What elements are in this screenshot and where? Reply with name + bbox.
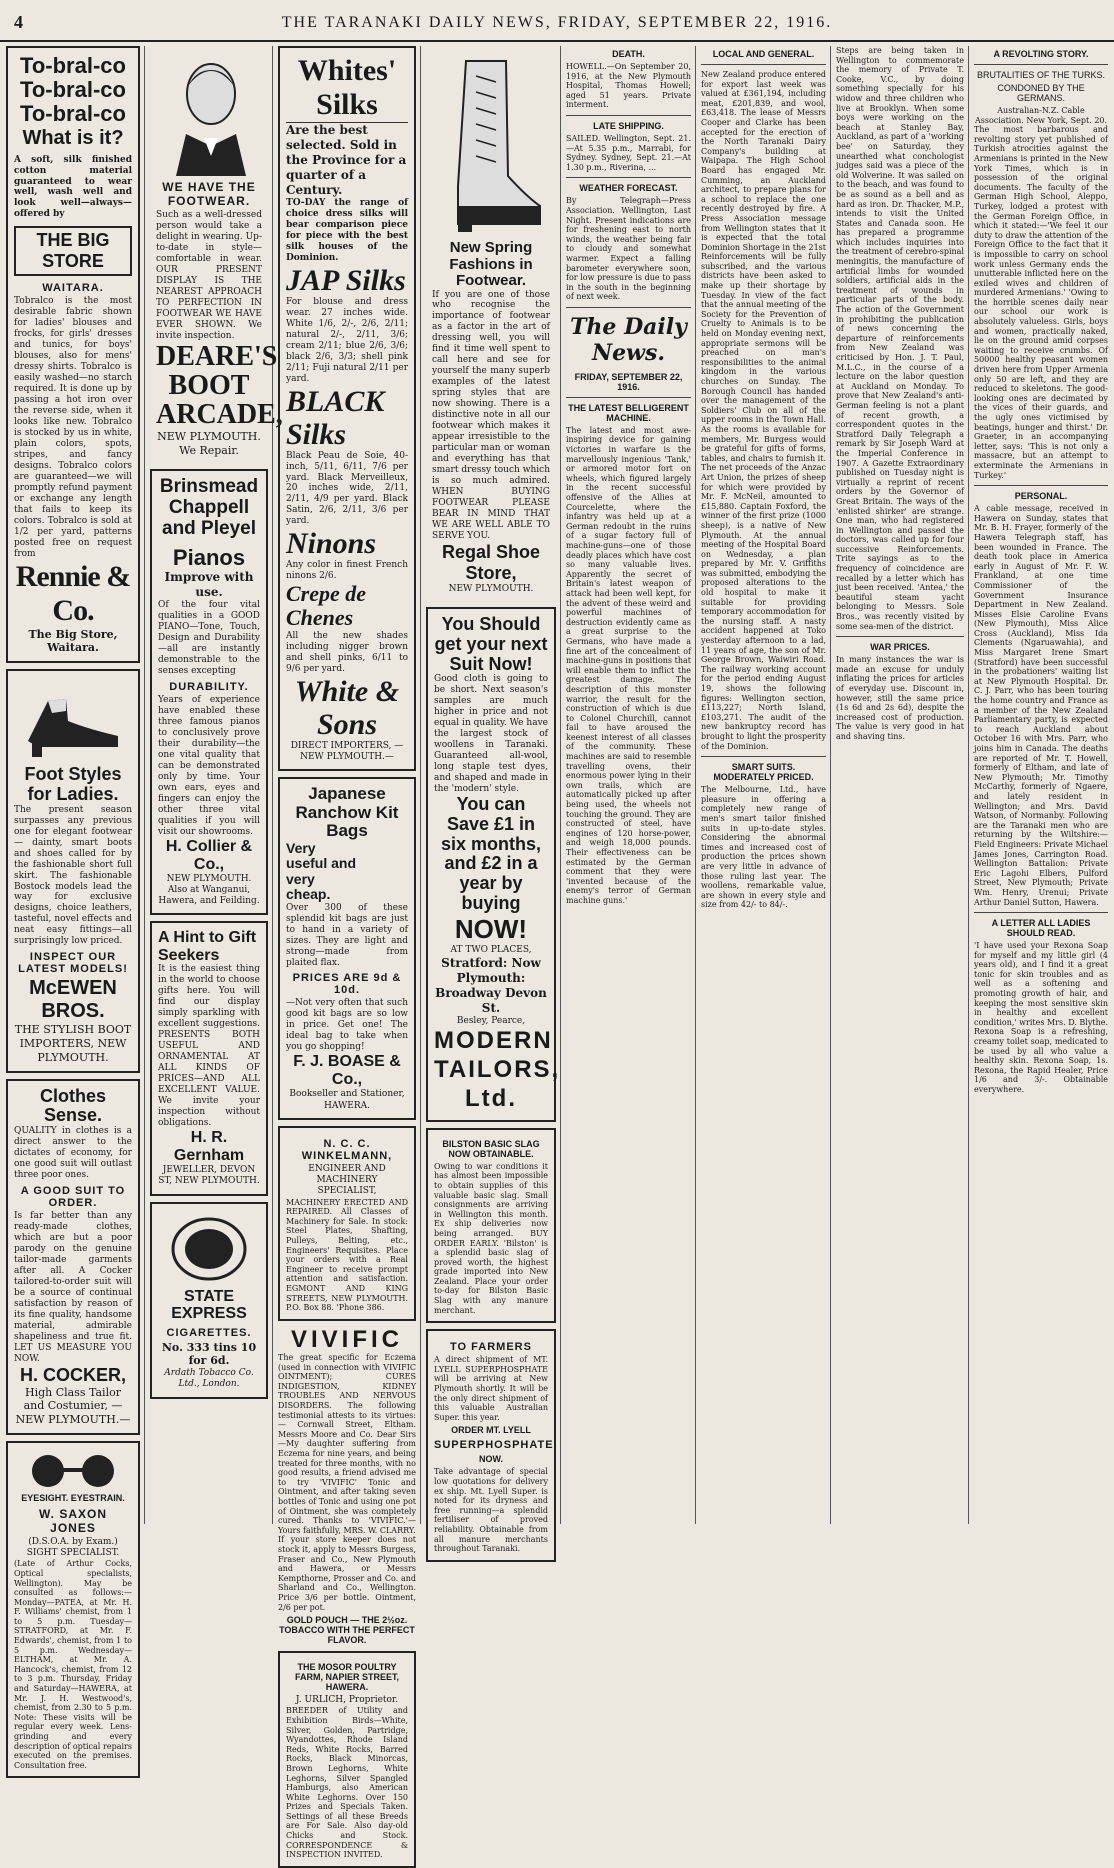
smart-suits-body: The Melbourne, Ltd., have pleasure in offering a completely new range of men's smart tailor finished suits in up-to-date styles. Considering the abnormal times and increased cost of production the prices shown are very little in advance of those ruling last year. The woollens, remarkable value, are shown in every style and size from 42/- to 84/-. bbox=[701, 785, 826, 910]
column-4 bbox=[426, 46, 561, 1554]
crepe-head: Crepe de Chenes bbox=[286, 581, 367, 631]
deare-sub: NEW PLYMOUTH. We Repair. bbox=[157, 429, 261, 457]
saxon-body: (Late of Arthur Cocks, Optical specialists, Wellington). May be consulted as follows:— Monday—PATEA, at Mr. H. F. Williams' chemist, from 1 to 5 p.m. Tuesday—STRATFORD, at Mr. F. Edwards', chemist, from 1 to 5 p.m. Wednesday—ELTHAM, at Mr. A. Hancock's, chemist, from 12 to 3 p.m. Thursday, Friday and Saturday—HAWERA, at Mr. J. H. Westwood's, chemist, from 2.30 to 5 p.m. Note: These visits will be regular every week. Lens-grinding and every description of optical repairs executed on the premises. Consultation free. bbox=[14, 1559, 132, 1770]
white-sons-sub: DIRECT IMPORTERS, —NEW PLYMOUTH.— bbox=[290, 740, 404, 762]
mcewen-sub: THE STYLISH BOOT IMPORTERS, NEW PLYMOUTH. bbox=[14, 1023, 132, 1064]
mcewen-advert bbox=[6, 669, 140, 1072]
winkelmann-advert bbox=[278, 1126, 416, 1321]
weather-body: By Telegraph—Press Association. Wellington, Last Night. Present indications are for freshening east to north winds, the weather being fair to cloudy and somewhat warmer. Expect a falling barometer everywhere soon, for low pressure is due to pass in the south in the beginning of next week. bbox=[566, 196, 691, 302]
bilston-advert bbox=[426, 1128, 556, 1324]
column-rule bbox=[560, 46, 561, 1524]
saxon-sub: (D.S.O.A. by Exam.) SIGHT SPECIALIST. bbox=[26, 1536, 120, 1559]
local-general-body: New Zealand produce entered for export last week was valued at £361,194, including meat, £201,839, and wool, £63,418. The lease of Messrs Cooper and Clarke has been accepted for the erection of the North Taranaki Dairy Company's building at Waipapa. The High School Board has engaged Mr. Cumming, an Auckland architect, to prepare plans for a school to replace the one recently destroyed by fire. A Press Association message from Wellington states that it is expected that the total Dominion Shortage in the 21st Reinforcements will be fully subscribed, and the various districts have been asked to make up their shortage by Tuesday. In view of the fact that the annual meeting of the Society for the Prevention of Cruelty to Animals is to be held on Monday evening next, appropriate sermons will be preached on man's responsibilities to the animal kingdom in the various churches on Sunday. The Borough Council has handed over the management of the Soldiers' Club on all of the upper rooms in the Town Hall. As the rooms is available for members, Mr. Burgess would be grateful for gifts of forms, tables, and chairs to furnish it. The net proceeds of the Anzac Art Union, the prizes of sheep for which were provided by Mr. F. McNeil, amounted to £15,880. Captain Foxford, the winner of the first prize (1000 sheep), is a native of New Plymouth. At the annual meeting of the Hospital Board on Wednesday, a plan prepared by Mr. V. Griffiths was submitted, embodying the proposed alterations to the old hospital to make it suitable for providing temporary accommodation for the nursing staff. A nasty accident happened at Toko yesterday afternoon to a lad, 11 years of age, the son of Mr. George Brown, Waiwiri Road. The railway working account for the period ending August 19, shows the following figures: Wellington section, £113,227; North Island, £103,271. The audit of the new bankruptcy record has brought to light the prosperity of the Dominion. bbox=[701, 70, 826, 751]
local-general-continued: Steps are being taken in Wellington to commemorate the memory of Private T. Cooke, V.C., by doing something specially for his widow and three children who live at Brooklyn. When some boys were working on the beach at Stanley Bay, Auckland, as part of a 'working bee' on Saturday, they unearthed what conchologist judges said was a piece of the old Wolverine. It was sailed on to the beach, and was found to be as sound as a bell and as hard as iron. Dr. Thacker, M.P., intends to visit the United States and Canada soon. He has prepared a programme which includes inquiries into the treatment of cerebro-spinal meningitis, the manufacture of artificial limbs for wounded soldiers, artificial aids in the treatment of wounds in particular parts of the body. The action of the Government in prohibiting the publication of news concerning the departure of reinforcements from New Zealand was criticised by Hon. J. T. Paul, M.L.C., in the course of a lecture on the labor question at Auckland on Monday. To prove that New Zealand's anti-German feeling is not a plant of recent growth, a correspondent quotes in the Stratford Daily Telegraph a remark by Sir Joseph Ward at the Imperial Conference in 1907. A Gazette Extraordinary published on Tuesday night is virtually a reprint of recent orders by the Governor of Great Britain. The ways of the 'enlisted shirker' are strange. One man, who had registered in Wellington and passed the doctors, was called up for four successive Reinforcements. Trite sayings as to the frequency of coincidence are recalled by a letter which has just been received. 'Antea,' the beautiful steam yacht belonging to Messrs. Sole Bros., was recently visited by some sea-men of the district. bbox=[836, 46, 964, 631]
tobralco-question: What is it? bbox=[22, 126, 124, 149]
tobralco-line: To-bral-co bbox=[20, 101, 126, 127]
eyesight-label: EYESIGHT. EYESTRAIN. bbox=[21, 1492, 125, 1503]
regal-sub: NEW PLYMOUTH. bbox=[448, 583, 534, 594]
tobralco-line: To-bral-co bbox=[20, 77, 126, 103]
masthead bbox=[0, 0, 1114, 42]
letter-head: A LETTER ALL LADIES SHOULD READ. bbox=[991, 918, 1091, 939]
cigarettes-label: CIGARETTES. bbox=[166, 1326, 252, 1339]
farmers-body: A direct shipment of MT. LYELL SUPERPHOSPHATE will be arriving at New Plymouth shortly. It will be the only direct shipment of this valuable Australian Super. this year. bbox=[434, 1355, 548, 1422]
hint-body: It is the easiest thing in the world to choose gifts here. You will find our display simply sparkling with excellent suggestions. PRESENTS BOTH USEFUL AND ORNAMENTAL AT ALL KINDS OF PRICES—AND ALL EXCELLENT VALUE. We invite your inspection without obligations. bbox=[158, 964, 260, 1129]
saxon-name: W. SAXON JONES bbox=[38, 1506, 107, 1535]
column-6 bbox=[701, 46, 826, 1524]
piano-body: Of the four vital qualities in a GOOD PIANO—Tone, Touch, Design and Durability—all are instantly demonstrable to the senses excepting bbox=[158, 600, 260, 676]
deare-advert bbox=[150, 46, 283, 463]
vivific-body-2: If your store keeper does not stock it, apply to Messrs Burgess, Fraser and Co., New Plymouth and Hawera, or Messrs Kempthorne, Prosser and Co. and Sharland and Co., Wellington. Price 3/6 per bottle. Ointment, 2/6 per pot. bbox=[278, 1535, 416, 1612]
rennie-sub: The Big Store, Waitara. bbox=[28, 627, 118, 655]
collier-sub: NEW PLYMOUTH. Also at Wanganui, Hawera, and Feilding. bbox=[158, 873, 260, 907]
column-7 bbox=[836, 46, 964, 1524]
revolting-story-sub2: CONDONED BY THE GERMANS. bbox=[997, 83, 1085, 103]
pianos-head: Pianos bbox=[172, 544, 246, 570]
stratford-label: Stratford: Now Plymouth: Broadway Devon St. bbox=[435, 956, 547, 1016]
column-rule bbox=[830, 46, 831, 1524]
ardath-label: Ardath Tobacco Co. Ltd., London. bbox=[164, 1368, 254, 1390]
editorial-date: FRIDAY, SEPTEMBER 22, 1916. bbox=[574, 371, 683, 392]
war-prices-head: WAR PRICES. bbox=[870, 642, 930, 653]
hint-head: A Hint to Gift Seekers bbox=[158, 929, 257, 964]
clothes-sense-head: Clothes Sense. bbox=[39, 1085, 106, 1126]
waitara-label: WAITARA. bbox=[42, 282, 104, 295]
farmers-head: TO FARMERS bbox=[450, 1341, 532, 1354]
mosor-sub: J. URLICH, Proprietor. bbox=[295, 1695, 399, 1706]
good-suit-label: A GOOD SUIT TO ORDER. bbox=[20, 1185, 126, 1209]
page-number: 4 bbox=[14, 12, 23, 32]
whites-silks-head: Whites' Silks bbox=[286, 54, 408, 123]
weather-head: WEATHER FORECAST. bbox=[579, 183, 678, 194]
cocker-sub: High Class Tailor and Costumier, —NEW PLYMOUTH.— bbox=[15, 1385, 131, 1427]
two-places: AT TWO PLACES, bbox=[450, 944, 532, 955]
footwear-body: Such as a well-dressed person would take a delight in wearing. Up-to-date in style—comfortable in wear. OUR PRESENT DISPLAY IS THE NEAREST APPROACH TO PERFECTION IN FOOTWEAR WE HAVE EVER SHOWN. We invite inspection. bbox=[156, 210, 262, 341]
now2-label: NOW. bbox=[479, 1454, 503, 1465]
mosor-head: THE MOSOR POULTRY FARM, NAPIER STREET, HAWERA. bbox=[294, 1662, 399, 1693]
column-1 bbox=[6, 46, 140, 1770]
lace-boot-icon bbox=[436, 56, 546, 236]
man-portrait-icon bbox=[156, 56, 266, 176]
revolting-story-sub: BRUTALITIES OF THE TURKS. bbox=[976, 70, 1106, 80]
footwear-head: WE HAVE THE FOOTWEAR. bbox=[162, 180, 256, 208]
save-line: You can Save £1 in six months, and £2 in a year by buying bbox=[440, 794, 542, 914]
crepe-body: All the new shades including nigger brown and shell pinks, 6/11 to 9/6 per yard. bbox=[286, 630, 408, 674]
now-label: NOW! bbox=[454, 913, 528, 944]
tailor-names: Besley, Pearce, bbox=[456, 1016, 526, 1027]
death-body: HOWELL.—On September 20, 1916, at the New Plymouth Hospital, Thomas Howell; aged 51 years. Private interment. bbox=[566, 62, 691, 110]
column-rule bbox=[968, 46, 969, 1524]
gernham-advert bbox=[150, 921, 268, 1195]
ninons-head: Ninons bbox=[286, 527, 377, 561]
revolting-story-head: A REVOLTING STORY. bbox=[993, 49, 1089, 59]
brinsmead-head: Brinsmead Chappell and Pleyel bbox=[159, 476, 259, 540]
mcewen-logo: McEWEN BROS. bbox=[29, 977, 117, 1023]
gernham-sub: JEWELLER, DEVON ST, NEW PLYMOUTH. bbox=[158, 1165, 260, 1187]
editorial-body: The latest and most awe-inspiring device for gaining victories in warfare is the marvellously ingenious 'Tank,' or armored motor fort on wheels, which figured largely in the recent successful offensive of the Allies at Courcelette, where the infantry was held up at a German redoubt in the ruins of a sugar factory full of machine-guns—one of those deadly places which have cost so many valuable lives. Apparently the secret of Britain's latest weapon of attack had been well kept, for the advent of these weird and powerful machines of destruction evidently came as a great surprise to the Germans, who have made a fine art of the concealment of machine-guns in positions that will enable them to inflict the greatest damage. The description of this monster warrior, the result for the construction of which is due to Colonel Churchill, cannot fail to have aroused the keenest interest of all classes of the community. These machines are said to resemble travelling ovens, their enormous power lying in their own trails, which are automatically picked up after being used, the wheels not touching the ground. They are constructed of steel, have engines of 120 horse-power, and weigh 18,000 pounds. Their effectiveness can be estimated by the German comment that they were 'invented because of the enemy's terror of German machine guns.' bbox=[566, 425, 691, 905]
big-store-banner: THE BIG STORE bbox=[14, 226, 132, 276]
order-label: ORDER MT. LYELL bbox=[451, 1425, 531, 1436]
state-express-advert bbox=[150, 1202, 268, 1399]
saxon-jones-advert bbox=[6, 1441, 140, 1779]
gernham-logo: H. R. Gernham bbox=[173, 1129, 245, 1164]
smart-suits-head: SMART SUITS. MODERATELY PRICED. bbox=[713, 762, 814, 783]
whites-silks-body: Are the best selected. Sold in the Province for a quarter of a Century. bbox=[286, 123, 407, 197]
shipping-head: LATE SHIPPING. bbox=[593, 120, 664, 131]
tobralco-body: Tobralco is the most desirable fabric shown for ladies' blouses and frocks, for girls' dresses and tunics, for boys' blouses, also for mens' dressy shirts. Tobralco is easily washed—no starch required. It is done up by passing a hot iron over the reverse side, when it looks like new. Tobralco is stocked by us in white, plain colors, spots, stripes, and fancy designs. Tobralco colors are guaranteed—we will promptly refund payment or exchange any length that fails to keep its colors. Tobralco is sold at 1/2 per yard, patterns posted free on request from bbox=[14, 296, 132, 559]
modern-tailors-advert bbox=[426, 607, 561, 1122]
boase-sub: Bookseller and Stationer, HAWERA. bbox=[289, 1089, 405, 1111]
boase-logo: F. J. BOASE & Co., bbox=[293, 1053, 401, 1089]
column-3 bbox=[278, 46, 416, 1860]
bilston-body: Owing to war conditions it has almost been impossible to obtain supplies of this valuable basic slag. Small consignments are arriving in Wellington this month. Ex ship deliveries now being arranged. BUY ORDER EARLY. 'Bilston' is a splendid basic slag of proved worth, the highest grade imported into New Zealand. Place your order to-day for Bilston Basic Slag with any manure merchant. bbox=[434, 1161, 548, 1315]
ninons-body: Any color in finest French ninons 2/6. bbox=[286, 560, 408, 582]
tobralco-line: To-bral-co bbox=[20, 53, 126, 78]
vivific-head: VIVIFIC bbox=[290, 1325, 403, 1353]
state-express-logo: STATE EXPRESS bbox=[171, 1287, 247, 1323]
cocker-advert bbox=[6, 1079, 140, 1435]
regal-logo: Regal Shoe Store, bbox=[441, 541, 541, 583]
bilston-head: BILSTON BASIC SLAG NOW OBTAINABLE. bbox=[442, 1138, 540, 1159]
state-express-price: No. 333 tins 10 for 6d. bbox=[161, 1340, 257, 1368]
superphosphate-advert bbox=[426, 1329, 556, 1562]
spectacles-icon bbox=[18, 1453, 128, 1489]
spring-fashions-body: If you are one of those who recognise the importance of footwear as a factor in the art of dressing well, you will find it time well spent to call here and see for yourself the many superb examples of the latest spring styles that are now showing. There is a distinctive note in all our footwear which makes it appear irresistible to the particular man or woman and everything has that smart dressy touch which is so much admired. WHEN BUYING FOOTWEAR PLEASE BEAR IN MIND THAT WE ARE WELL ABLE TO SERVE YOU. bbox=[432, 289, 550, 541]
kit-bags-prices: PRICES ARE 9d & 10d. bbox=[292, 972, 402, 997]
regal-advert bbox=[426, 46, 556, 601]
cigarette-tin-icon bbox=[169, 1214, 249, 1284]
column-8 bbox=[974, 46, 1108, 1524]
winkelmann-body: MACHINERY ERECTED AND REPAIRED. All Classes of Machinery for Sale. In stock: Steel Plates, Shafting, Pulleys, Belting, etc., Engineers' Requisites. Place your orders with a Real Engineer to receive prompt attention and satisfaction. EGMONT AND KING STREETS, NEW PLYMOUTH. P.O. Box 88. 'Phone 386. bbox=[286, 1197, 408, 1313]
cocker-logo: H. COCKER, bbox=[19, 1364, 126, 1385]
black-silks-head: BLACK Silks bbox=[286, 384, 385, 451]
white-sons-logo: White & Sons bbox=[294, 674, 400, 741]
foot-styles-body: The present season surpasses any previous one for elegant footwear — dainty, smart boots and shoes called for by the fashionable short full skirt. The fashionable Bostock models lead the way for exclusive designs, choice leathers, tasteful, novel effects and neat easy fittings—all surprisingly low priced. bbox=[14, 804, 132, 947]
mosor-body: BREEDER of Utility and Exhibition Birds—White, Silver, Golden, Partridge, Wyandottes, Rhode Island Reds, White Rocks, Barred Rocks, Black Minorcas, Brown Leghorns, White Leghorns, Silver Spangled Hamburgs, also American White Leghorns. Over 150 Prizes and Specials Taken. Settings of all these Breeds are For Sale. Also day-old Chicks and Stock. CORRESPONDENCE & INSPECTION INVITED. bbox=[286, 1706, 408, 1860]
personal-body: A cable message, received in Hawera on Sunday, states that Mr. B. H. Frayer, formerly of the Hawera Telegraph staff, has been wounded in France. The death took place in America early in August of Mr. F. W. Frankland, at one time Commissioner of the Government Insurance Department in New Zealand. Misses Elsie Caroline Evans (New Plymouth), Miss Alice Cross (Auckland), Miss Ida Clements (Ngaruawahia), and Miss Margaret Irene Smart (Stratford) have been successful in the probationers' waiting list at New Plymouth Hospital. Dr. C. J. Parr, who has been touring the home country and France as a member of the New Zealand Parliamentary party, is expected to reach Auckland about October 16 with Mrs. Parr, who joins him in Canada. The deaths are reported of Mr. T. Howell, formerly of Eltham, and late of New Plymouth; Mr. Timothy McCarthy, formerly of Ngaere, and lately resident in Wellington; and Mrs. David Watson, of Normanby. Following are the Taranaki men who are returning by the Wiltshire:—Field Engineers: Private Michael James Jones, Carrington Road. Wellington Battalion: Private Eric Lagohi Elbers, Pulford Street, New Plymouth; Private Wm. Henry, Urenui; Private Arthur Daniel Sutton, Hawera. bbox=[974, 504, 1108, 907]
deare-logo: DEARE'S BOOT ARCADE, bbox=[156, 340, 283, 431]
ladies-shoe-icon bbox=[18, 681, 128, 761]
collier-logo: H. Collier & Co., bbox=[165, 837, 253, 873]
foot-styles-head: Foot Styles for Ladies. bbox=[24, 764, 122, 804]
kit-bags-body: Over 300 of these splendid kit bags are just to hand in a variety of sizes. They are light and strong—made from plaited flax. bbox=[286, 902, 408, 968]
local-general-head: LOCAL AND GENERAL. bbox=[712, 49, 815, 59]
suit-body: Good cloth is going to be short. Next season's samples are much higher in price and not equal in quality. We have the largest stock of woollens in Taranaki. Guaranteed all-wool, long staple test dyes, and shaped and made in the 'modern' style. bbox=[434, 674, 548, 795]
rennie-logo: Rennie & Co. bbox=[15, 559, 131, 627]
winkelmann-name: N. C. C. WINKELMANN, bbox=[301, 1137, 393, 1162]
suit-head: You Should get your next Suit Now! bbox=[434, 614, 548, 674]
whites-silks-body-2: TO-DAY the range of choice dress silks will bear comparison piece for piece with the best silk houses of the Dominion. bbox=[286, 198, 408, 263]
boase-advert bbox=[278, 777, 416, 1120]
gold-pouch-label: GOLD POUCH — THE 2½oz. TOBACCO WITH THE PERFECT FLAVOR. bbox=[279, 1615, 415, 1646]
whites-silks-advert bbox=[278, 46, 416, 771]
spring-fashions-head: New Spring Fashions in Footwear. bbox=[449, 239, 533, 289]
clothes-body: QUALITY in clothes is a direct answer to the dictates of economy, for one good suit will outlast three poor ones. bbox=[14, 1126, 132, 1181]
jap-silks-body: For blouse and dress wear. 27 inches wide. White 1/6, 2/-, 2/6, 2/11; natural 2/-, 2/11, 3/6; cream 2/11; blue 2/6, 3/6; black 2/6, 3/3; shell pink 2/11; Fuji natural 2/11 per yard. bbox=[286, 296, 408, 384]
superphosphate-label: SUPERPHOSPHATE bbox=[434, 1439, 554, 1452]
kit-bags-sub: Very useful and very cheap. bbox=[286, 840, 357, 903]
jap-silks-head: JAP Silks bbox=[286, 263, 406, 297]
daily-news-nameplate: The Daily News. bbox=[570, 313, 687, 366]
war-prices-body: In many instances the war is made an excuse for unduly inflating the prices for articles of everyday use. Discount in, however, still the same price (1s 6d and 2s 6d), despite the increased cost of production. The value is very good in hat and shaving tins. bbox=[836, 655, 964, 741]
column-rule bbox=[272, 46, 273, 1524]
kit-bags-body-2: —Not very often that such good kit bags are so low in price. Get one! The ideal bag to take when you go shopping! bbox=[286, 998, 408, 1053]
letter-body: 'I have used your Rexona Soap for myself and my little girl (4 years old), and I find it a great tonic for skin troubles and as well as a softening and promoting growth of hair, and keeping the most sensitive skin in healthy and excellent condition,' writes Mrs. D. Blythe. Rexona Soap is a refreshing, creamy toilet soap, medicated to be used by all who value a healthy skin. Rexona Soap, 1s. Rexona, the Rapid Healer, Price 1/6 and 3/-. Obtainable everywhere. bbox=[974, 941, 1109, 1094]
revolting-story-cable: Australian-N.Z. Cable Association. New York, Sept. 20. bbox=[974, 106, 1108, 125]
modern-tailors-logo: MODERN TAILORS, Ltd. bbox=[434, 1027, 561, 1112]
revolting-story-body: The most barbarous and revolting story yet published of Turkish atrocities against the Armenians is printed in the New York Times, which is in possession of the original documents. The faculty of the German High School, Aleppo, Turkey, lodged a protest with the German Foreign Office, in which it stated:—'We feel it our duty to draw the attention of the Foreign Office to the fact that it is impossible to carry on school work unless Germany ends the unutterable inflicted here on the exiled wives and children of murdered Armenians.' 'Owing to the horrible scenes daily near our school our work is absolutely valueless. Girls, boys and women, practically naked, lie on the ground amid corpses waiting to receive crumbs. Of 50000 healthy peasant women driven here from Upper Armenia only 50 are left, and they are reduced to skeletons. The good-looking ones are decimated by the vices of their guards, and the ugly ones victimised by beatings, hunger and thirst.' Dr. Graeter, in an accompanying letter, says: 'This is not only a massacre, but an attempt to exterminate the Armenians in Turkey.' bbox=[974, 125, 1108, 480]
column-2 bbox=[150, 46, 283, 1524]
black-silks-body: Black Peau de Soie, 40-inch, 5/11, 6/11, 7/6 per yard. Black Merveilleux, 20 inches wide, 2/11, 2/11, 4/9 per yard. Black Satin, 2/6, 2/11, 3/6 per yard. bbox=[286, 450, 408, 527]
newspaper-title: THE TARANAKI DAILY NEWS, FRIDAY, SEPTEMBER 22, 1916. bbox=[281, 14, 833, 31]
personal-head: PERSONAL. bbox=[1014, 491, 1068, 502]
collier-advert bbox=[150, 469, 268, 915]
improve-label: Improve with use. bbox=[164, 570, 254, 600]
piano-body-2: Years of experience have enabled these three famous pianos to conclusively prove their durability—the one vital quality that can be demonstrated only by time. Your own ears, eyes and fingers can enjoy the other three vital qualities if you will visit our showrooms. bbox=[158, 694, 260, 837]
winkelmann-sub: ENGINEER AND MACHINERY SPECIALIST, bbox=[308, 1163, 386, 1197]
superphosphate-body: Take advantage of special low quotations for delivery ex ship. Mt. Lyell Super. is noted for its dryness and free running—a splendid fertiliser of proved reliability. Obtainable from all manure merchants throughout Taranaki. bbox=[434, 1467, 548, 1554]
vivific-advert bbox=[278, 1327, 416, 1645]
column-rule bbox=[420, 46, 421, 1524]
column-5 bbox=[566, 46, 691, 1524]
vivific-body: The great specific for Eczema (used in connection with VIVIFIC OINTMENT); CURES INDIGESTION, KIDNEY TROUBLES AND NERVOUS DISORDERS. The following testimonial attests to its virtues:— Cornwall Street, Eltham. Messrs Moore and Co. Dear Sirs—My daughter suffering from Eczema for nine years, and being treated for three months, with no good results, a friend advised me to try 'VIVIFIC' Tonic and Ointment, and after taking seven bottles of Tonic and using one pot of Ointment, she was completely cured. Thanks to 'VIVIFIC.'—Yours faithfully, MRS. W. CLARRY. bbox=[278, 1353, 416, 1535]
kit-bags-head: Japanese Ranchow Kit Bags bbox=[295, 784, 399, 841]
durability-label: DURABILITY. bbox=[169, 680, 249, 693]
tobralco-advert bbox=[6, 46, 140, 663]
shipping-body: SAILED. Wellington, Sept. 21.—At 5.35 p.m., Marrabi, for Sydney. Sydney, Sept. 21.—At 1.30 p.m., Riverina, ... bbox=[566, 133, 691, 172]
inspect-label: INSPECT OUR LATEST MODELS! bbox=[18, 951, 128, 976]
clothes-body-2: Is far better than any ready-made clothes, which are but a poor parody on the genuine tailor-made garments after all. A Cocker tailored-to-order suit will be a source of continual satisfaction by reason of its fine quality, handsome material, admirable shapeliness and true fit. LET US MEASURE YOU NOW. bbox=[14, 1211, 132, 1364]
mosor-advert bbox=[278, 1651, 416, 1868]
editorial-head: THE LATEST BELLIGERENT MACHINE. bbox=[568, 402, 689, 423]
column-rule bbox=[144, 46, 145, 1524]
tobralco-text: A soft, silk finished cotton material guaranteed to wear well, wash well and look well—always—offered by bbox=[14, 154, 132, 220]
column-rule bbox=[695, 46, 696, 1524]
death-head: DEATH. bbox=[612, 49, 645, 59]
